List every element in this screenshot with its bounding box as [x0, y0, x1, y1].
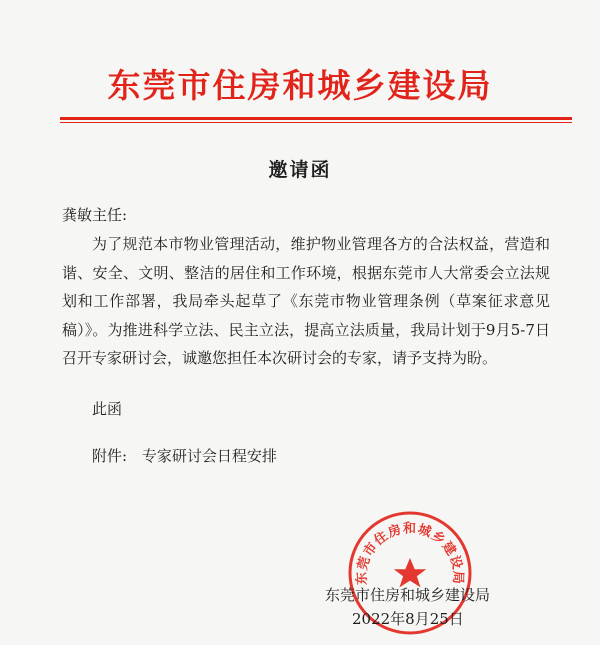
body-paragraph: 为了规范本市物业管理活动，维护物业管理各方的合法权益，营造和谐、安全、文明、整洁的居住和工作环境，根据东莞市人大常委会立法规划和工作部署，我局牵头起草了《东莞市物业管理条例（草案征求意见稿）》。为推进科学立法、民主立法，提高立法质量，我局计划于9月5-7日召开专家研讨会，诚邀您担任本次研讨会的专家，请予支持为盼。 — [62, 235, 550, 367]
letterhead-org-name: 东莞市住房和城乡建设局 — [107, 66, 493, 105]
seal-text: 东莞市住房和城乡建设局 — [354, 521, 466, 586]
attachment-value: 专家研讨会日程安排 — [141, 447, 277, 465]
letterhead-divider-thin — [60, 122, 572, 123]
signature-org: 东莞市住房和城乡建设局 — [325, 586, 491, 604]
salutation: 龚敏主任: — [62, 206, 128, 224]
document-title: 邀请函 — [268, 159, 332, 181]
signature-date: 2022年8月25日 — [352, 610, 464, 628]
attachment-line — [92, 445, 277, 466]
seal-star-icon — [394, 558, 426, 587]
letterhead-divider-thick — [60, 117, 572, 120]
attachment-label: 附件: — [92, 447, 128, 465]
closing-text: 此函 — [92, 400, 123, 418]
